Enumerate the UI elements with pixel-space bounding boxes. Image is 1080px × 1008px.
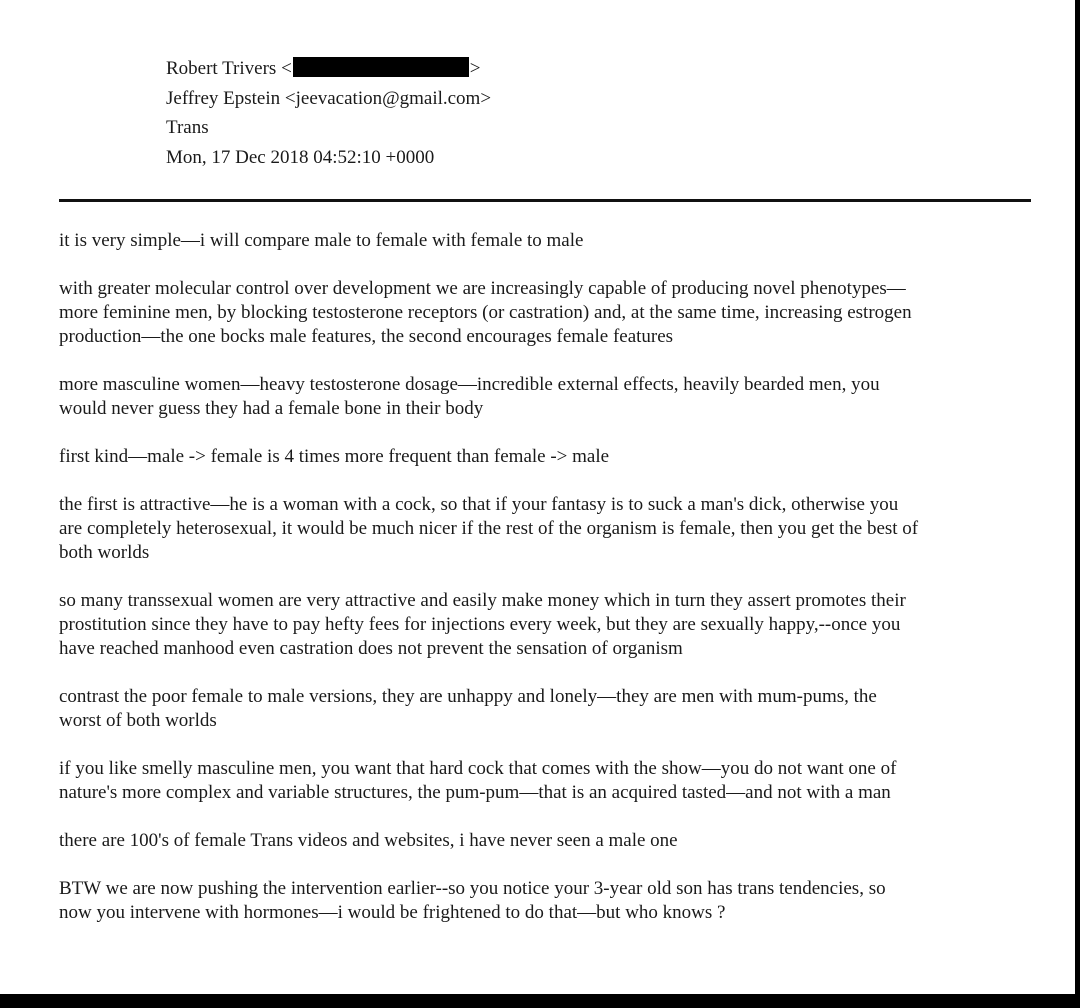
from-name: Robert Trivers <	[166, 58, 292, 79]
date-value: Mon, 17 Dec 2018 04:52:10 +0000	[166, 147, 435, 168]
body-paragraph: BTW we are now pushing the intervention earlier--so you notice your 3-year old son has trans tendencies, so now you intervene with hormones—i would be frightened to do that—but who knows ?	[59, 878, 886, 923]
body-paragraph: first kind—male -> female is 4 times more frequent than female -> male	[59, 446, 610, 467]
body-paragraph: the first is attractive—he is a woman with a cock, so that if your fantasy is to suck a man's dick, otherwise you are completely heterosexual, it would be much nicer if the rest of the organism is female, then you get the best of both worlds	[59, 494, 919, 563]
subject-row	[0, 116, 900, 140]
subject-value: Trans	[166, 117, 209, 138]
header-divider	[59, 199, 1031, 202]
body-paragraph: there are 100's of female Trans videos and websites, i have never seen a male one	[59, 830, 678, 851]
body-paragraph: with greater molecular control over development we are increasingly capable of producing novel phenotypes— more feminine men, by blocking testosterone receptors (or castration) and, at the same time, increasing estrogen production—the one bocks male features, the second encourages female features	[59, 278, 912, 347]
body-paragraph: if you like smelly masculine men, you want that hard cock that comes with the show—you do not want one of nature's more complex and variable structures, the pum-pum—that is an acquired tasted—and not with a man	[59, 758, 897, 803]
from-row	[0, 57, 900, 81]
from-close: >	[469, 58, 481, 79]
body-paragraph: it is very simple—i will compare male to female with female to male	[59, 230, 584, 251]
body-paragraph: more masculine women—heavy testosterone dosage—incredible external effects, heavily bearded men, you would never guess they had a female bone in their body	[59, 374, 880, 419]
body-paragraph: contrast the poor female to male versions, they are unhappy and lonely—they are men with mum-pums, the worst of both worlds	[59, 686, 877, 731]
to-row	[0, 87, 900, 111]
date-row	[0, 146, 900, 170]
to-value: Jeffrey Epstein <jeevacation@gmail.com>	[166, 88, 492, 109]
from-value	[166, 57, 481, 81]
redaction-bar	[293, 57, 469, 77]
email-body	[59, 229, 1049, 949]
body-paragraph: so many transsexual women are very attractive and easily make money which in turn they assert promotes their prostitution since they have to pay hefty fees for injections every week, but they are sexually happy,--once you have reached manhood even castration does not prevent the sensation of organism	[59, 590, 906, 659]
